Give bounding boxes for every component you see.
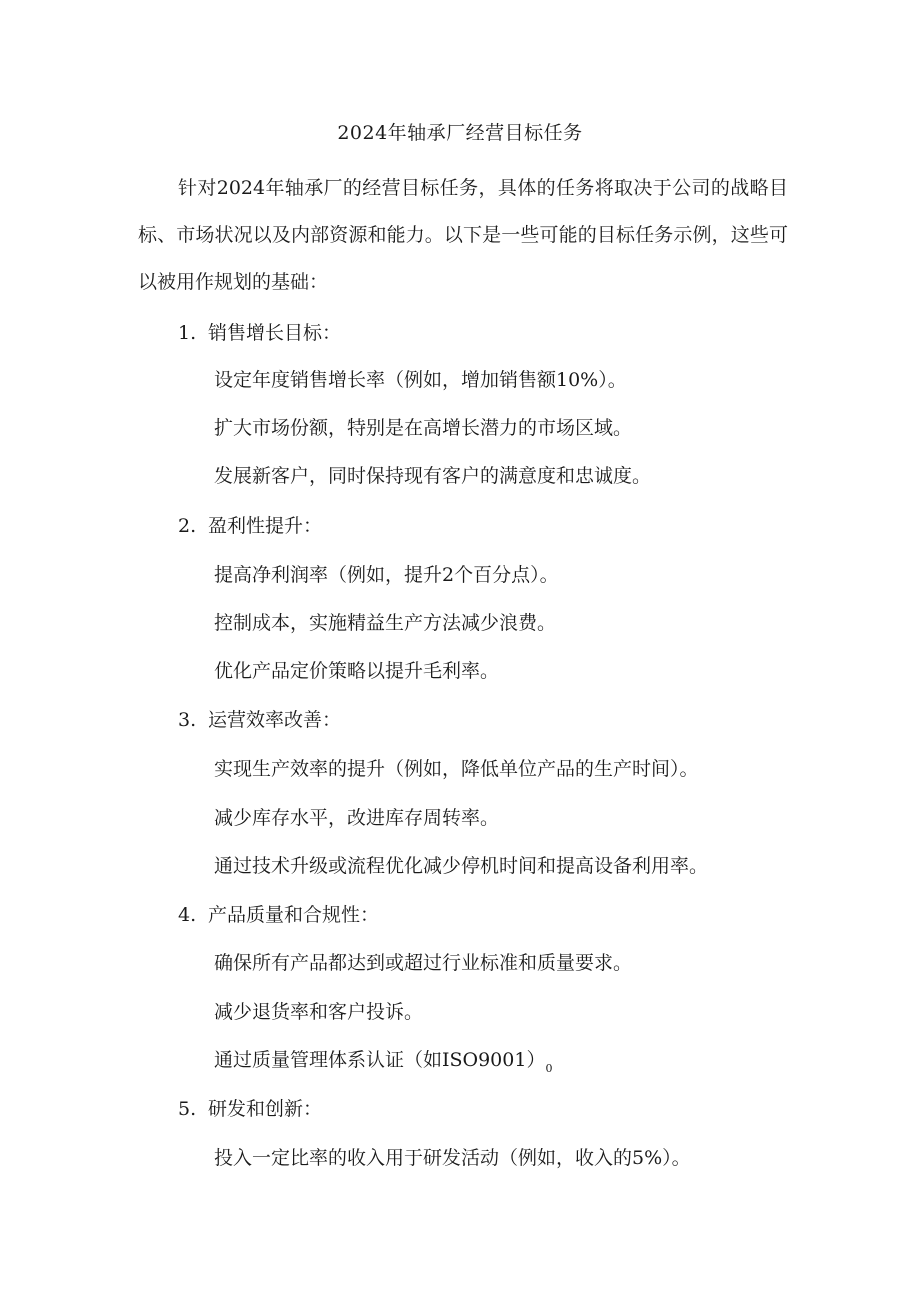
section-heading	[178, 318, 341, 345]
list-item: 提高净利润率（例如，提升2个百分点）。	[214, 564, 559, 586]
section-heading-text: 销售增长目标：	[208, 322, 342, 344]
list-item: 扩大市场份额，特别是在高增长潜力的市场区域。	[214, 417, 633, 439]
section-number: 5.	[178, 1098, 197, 1120]
section-heading-text: 运营效率改善：	[208, 709, 342, 731]
section-heading	[178, 1094, 322, 1121]
trailing-mark: 0	[545, 1062, 553, 1075]
section-heading-text: 盈利性提升：	[208, 515, 323, 537]
list-item: 实现生产效率的提升（例如，降低单位产品的生产时间）。	[214, 758, 699, 780]
section-heading	[178, 511, 322, 538]
section-number: 3.	[178, 709, 197, 731]
list-item-text: 通过质量管理体系认证（如ISO9001）	[214, 1049, 546, 1071]
list-item: 通过技术升级或流程优化减少停机时间和提高设备利用率。	[214, 855, 709, 877]
section-heading	[178, 705, 341, 732]
list-item: 减少退货率和客户投诉。	[214, 1001, 424, 1023]
intro-paragraph: 针对2024年轴承厂的经营目标任务，具体的任务将取决于公司的战略目标、市场状况以及内部资源和能力。以下是一些可能的目标任务示例，这些可以被用作规划的基础：	[138, 177, 788, 293]
list-item	[214, 1045, 552, 1075]
list-item: 设定年度销售增长率（例如，增加销售额10%）。	[214, 369, 627, 391]
list-item: 发展新客户，同时保持现有客户的满意度和忠诚度。	[214, 465, 652, 487]
list-item: 投入一定比率的收入用于研发活动（例如，收入的5%）。	[214, 1147, 691, 1169]
section-number: 4.	[178, 904, 197, 926]
section-heading-text: 研发和创新：	[208, 1098, 323, 1120]
list-item: 优化产品定价策略以提升毛利率。	[214, 660, 500, 682]
list-item: 控制成本，实施精益生产方法减少浪费。	[214, 612, 557, 634]
section-heading-text: 产品质量和合规性：	[208, 904, 380, 926]
section-number: 2.	[178, 515, 197, 537]
document-title: 2024年轴承厂经营目标任务	[337, 122, 583, 144]
section-heading	[178, 900, 379, 927]
list-item: 减少库存水平，改进库存周转率。	[214, 807, 500, 829]
list-item: 确保所有产品都达到或超过行业标准和质量要求。	[214, 952, 633, 974]
section-number: 1.	[178, 322, 197, 344]
